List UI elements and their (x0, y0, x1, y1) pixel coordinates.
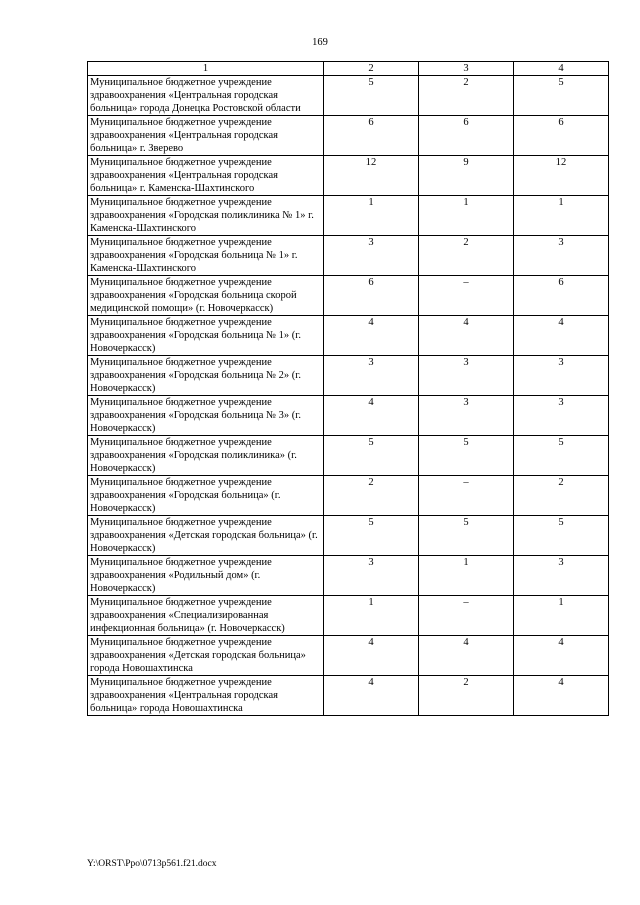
table-header-row (88, 62, 609, 76)
institution-name-cell: Муниципальное бюджетное учреждение здравоохранения «Центральная городская больница» города Новошахтинска (88, 676, 324, 716)
value-col-2-cell: 6 (324, 276, 419, 316)
value-col-4-cell: 5 (514, 76, 609, 116)
value-col-3-cell: 2 (419, 676, 514, 716)
value-col-2-cell: 4 (324, 316, 419, 356)
value-col-2-cell: 2 (324, 476, 419, 516)
value-col-3-cell: 4 (419, 316, 514, 356)
institution-name-cell: Муниципальное бюджетное учреждение здравоохранения «Городская больница № 2» (г. Новочеркасск) (88, 356, 324, 396)
institution-name-cell: Муниципальное бюджетное учреждение здравоохранения «Городская поликлиника № 1» г. Каменска-Шахтинского (88, 196, 324, 236)
header-col-2: 2 (324, 62, 419, 76)
value-col-3-cell: 5 (419, 436, 514, 476)
institution-name-cell: Муниципальное бюджетное учреждение здравоохранения «Городская поликлиника» (г. Новочеркасск) (88, 436, 324, 476)
value-col-2-cell: 5 (324, 76, 419, 116)
header-col-1: 1 (88, 62, 324, 76)
value-col-2-cell: 4 (324, 676, 419, 716)
institution-name-cell: Муниципальное бюджетное учреждение здравоохранения «Городская больница № 1» г. Каменска-Шахтинского (88, 236, 324, 276)
value-col-3-cell: – (419, 596, 514, 636)
institution-name-cell: Муниципальное бюджетное учреждение здравоохранения «Детская городская больница» города Новошахтинска (88, 636, 324, 676)
value-col-2-cell: 5 (324, 436, 419, 476)
table-row (88, 316, 609, 356)
value-col-4-cell: 5 (514, 436, 609, 476)
table-row (88, 396, 609, 436)
value-col-4-cell: 4 (514, 676, 609, 716)
value-col-2-cell: 5 (324, 516, 419, 556)
value-col-2-cell: 1 (324, 596, 419, 636)
value-col-4-cell: 1 (514, 196, 609, 236)
institution-name-cell: Муниципальное бюджетное учреждение здравоохранения «Детская городская больница» (г. Новочеркасск) (88, 516, 324, 556)
value-col-3-cell: 1 (419, 196, 514, 236)
value-col-3-cell: 3 (419, 396, 514, 436)
table-row (88, 556, 609, 596)
value-col-2-cell: 1 (324, 196, 419, 236)
value-col-4-cell: 4 (514, 636, 609, 676)
value-col-4-cell: 5 (514, 516, 609, 556)
institution-name-cell: Муниципальное бюджетное учреждение здравоохранения «Центральная городская больница» г. Зверево (88, 116, 324, 156)
institution-name-cell: Муниципальное бюджетное учреждение здравоохранения «Центральная городская больница» города Донецка Ростовской области (88, 76, 324, 116)
page-number: 169 (312, 37, 328, 48)
value-col-3-cell: 3 (419, 356, 514, 396)
value-col-4-cell: 6 (514, 276, 609, 316)
table-row (88, 356, 609, 396)
institution-name-cell: Муниципальное бюджетное учреждение здравоохранения «Городская больница скорой медицинской помощи» (г. Новочеркасск) (88, 276, 324, 316)
file-path-footer: Y:\ORST\Ppo\0713p561.f21.docx (87, 859, 217, 869)
value-col-4-cell: 3 (514, 396, 609, 436)
institutions-table (87, 61, 609, 716)
table-row (88, 236, 609, 276)
value-col-4-cell: 6 (514, 116, 609, 156)
institution-name-cell: Муниципальное бюджетное учреждение здравоохранения «Специализированная инфекционная больница» (г. Новочеркасск) (88, 596, 324, 636)
value-col-2-cell: 4 (324, 396, 419, 436)
table-row (88, 196, 609, 236)
value-col-2-cell: 6 (324, 116, 419, 156)
value-col-4-cell: 2 (514, 476, 609, 516)
table-row (88, 476, 609, 516)
institution-name-cell: Муниципальное бюджетное учреждение здравоохранения «Городская больница № 1» (г. Новочеркасск) (88, 316, 324, 356)
table-row (88, 156, 609, 196)
value-col-4-cell: 1 (514, 596, 609, 636)
value-col-3-cell: – (419, 276, 514, 316)
header-col-4: 4 (514, 62, 609, 76)
header-col-3: 3 (419, 62, 514, 76)
table-row (88, 436, 609, 476)
institution-name-cell: Муниципальное бюджетное учреждение здравоохранения «Центральная городская больница» г. Каменска-Шахтинского (88, 156, 324, 196)
value-col-2-cell: 4 (324, 636, 419, 676)
value-col-3-cell: 5 (419, 516, 514, 556)
value-col-2-cell: 3 (324, 236, 419, 276)
value-col-4-cell: 3 (514, 356, 609, 396)
value-col-2-cell: 3 (324, 556, 419, 596)
value-col-3-cell: 2 (419, 76, 514, 116)
table-row (88, 516, 609, 556)
table-row (88, 676, 609, 716)
institution-name-cell: Муниципальное бюджетное учреждение здравоохранения «Городская больница» (г. Новочеркасск) (88, 476, 324, 516)
table-row (88, 596, 609, 636)
value-col-4-cell: 12 (514, 156, 609, 196)
value-col-3-cell: 1 (419, 556, 514, 596)
institution-name-cell: Муниципальное бюджетное учреждение здравоохранения «Городская больница № 3» (г. Новочеркасск) (88, 396, 324, 436)
institution-name-cell: Муниципальное бюджетное учреждение здравоохранения «Родильный дом» (г. Новочеркасск) (88, 556, 324, 596)
value-col-3-cell: 2 (419, 236, 514, 276)
value-col-4-cell: 3 (514, 236, 609, 276)
value-col-3-cell: 9 (419, 156, 514, 196)
value-col-2-cell: 12 (324, 156, 419, 196)
table-row (88, 276, 609, 316)
value-col-2-cell: 3 (324, 356, 419, 396)
value-col-4-cell: 4 (514, 316, 609, 356)
value-col-4-cell: 3 (514, 556, 609, 596)
table-row (88, 76, 609, 116)
value-col-3-cell: 4 (419, 636, 514, 676)
value-col-3-cell: 6 (419, 116, 514, 156)
table-row (88, 116, 609, 156)
value-col-3-cell: – (419, 476, 514, 516)
table-row (88, 636, 609, 676)
